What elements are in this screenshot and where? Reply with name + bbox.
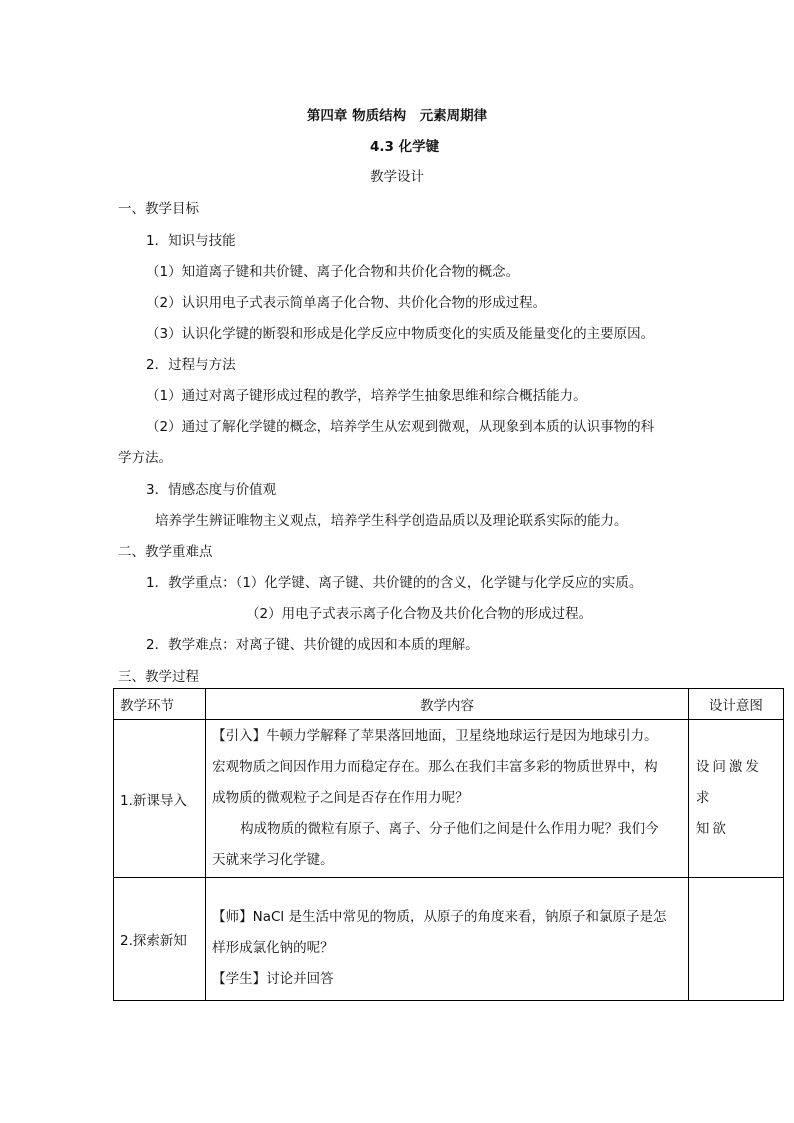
content-line: 构成物质的微粒有原子、离子、分子他们之间是什么作用力呢？我们今 (240, 821, 659, 837)
section-heading-objectives: 一、教学目标 (118, 201, 199, 217)
subheading-process-method: 2．过程与方法 (146, 357, 236, 373)
subheading-attitude-values: 3．情感态度与价值观 (146, 482, 277, 498)
difficulty-item: 2．教学难点：对离子键、共价键的成因和本质的理解。 (146, 637, 479, 653)
key-point-item: 1．教学重点：（1）化学键、离子键、共价键的的含义，化学键与化学反应的实质。 (146, 575, 643, 591)
stage-cell: 1.新课导入 (114, 720, 206, 878)
objective-item: （2）认识用电子式表示简单离子化合物、共价化合物的形成过程。 (146, 295, 547, 311)
content-cell (206, 878, 689, 1001)
objective-item-continued: 学方法。 (118, 450, 172, 466)
content-line: 样形成氯化钠的呢？ (212, 939, 334, 956)
intent-line: 设问激发求 (695, 759, 762, 806)
chapter-title: 第四章 物质结构 元素周期律 (306, 108, 488, 124)
content-line: 【学生】讨论并回答 (212, 970, 334, 987)
column-header: 教学环节 (114, 689, 206, 720)
intent-cell (688, 720, 783, 878)
objective-item: （1）知道离子键和共价键、离子化合物和共价化合物的概念。 (146, 264, 520, 280)
column-header: 设计意图 (688, 689, 783, 720)
table-row (114, 878, 784, 1001)
section-heading-key-points: 二、教学重难点 (118, 544, 213, 560)
objective-item: 培养学生辨证唯物主义观点，培养学生科学创造品质以及理论联系实际的能力。 (155, 513, 628, 529)
section-heading-process: 三、教学过程 (118, 669, 199, 685)
intent-cell (688, 878, 783, 1001)
section-title: 4.3 化学键 (370, 139, 440, 155)
content-cell (206, 720, 689, 878)
subheading-knowledge: 1．知识与技能 (146, 233, 236, 249)
content-line: 宏观物质之间因作用力而稳定存在。那么在我们丰富多彩的物质世界中，构 (212, 759, 658, 775)
stage-cell: 2.探索新知 (114, 878, 206, 1001)
objective-item: （3）认识化学键的断裂和形成是化学反应中物质变化的实质及能量变化的主要原因。 (146, 326, 655, 342)
objective-item: （2）通过了解化学键的概念，培养学生从宏观到微观，从现象到本质的认识事物的科 (146, 419, 655, 435)
content-line: 成物质的微观粒子之间是否存在作用力呢？ (212, 790, 469, 806)
objective-item: （1）通过对离子键形成过程的教学，培养学生抽象思维和综合概括能力。 (146, 388, 587, 404)
table-header-row (114, 689, 784, 720)
content-line: 天就来学习化学键。 (212, 852, 334, 868)
key-point-item: （2）用电子式表示离子化合物及共价化合物的形成过程。 (246, 606, 593, 622)
content-line: 【引入】牛顿力学解释了苹果落回地面，卫星绕地球运行是因为地球引力。 (212, 728, 658, 744)
intent-line: 知欲 (695, 821, 729, 837)
column-header: 教学内容 (206, 689, 689, 720)
table-row (114, 720, 784, 878)
teaching-process-table (113, 688, 784, 1001)
doc-type-title: 教学设计 (370, 169, 424, 185)
content-line: 【师】NaCl 是生活中常见的物质，从原子的角度来看，钠原子和氯原子是怎 (212, 908, 667, 925)
